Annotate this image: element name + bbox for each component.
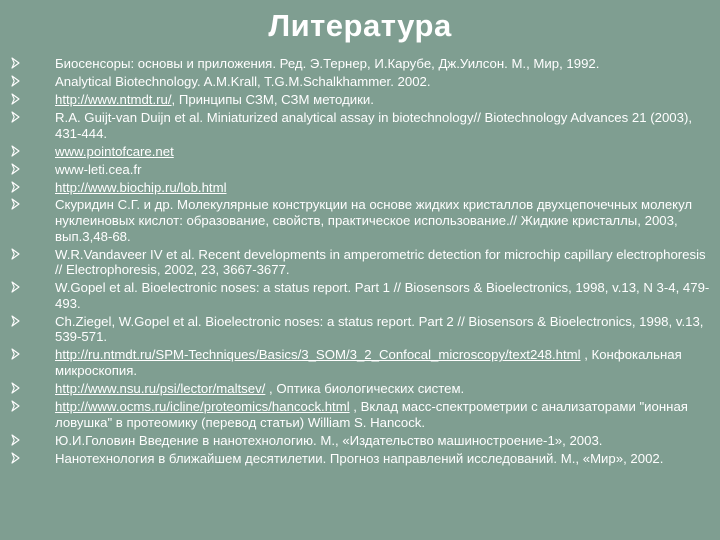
arrow-bullet-icon [11, 75, 20, 87]
reference-item [0, 144, 720, 160]
reference-item [0, 247, 720, 278]
reference-item [0, 74, 720, 90]
reference-item [0, 56, 720, 72]
arrow-bullet-icon [11, 198, 20, 210]
reference-item [0, 110, 720, 141]
reference-item [0, 381, 720, 397]
reference-text: , Конфокальная микроскопия. [55, 347, 682, 378]
reference-link[interactable]: http://www.nsu.ru/psi/lector/maltsev/ [55, 380, 266, 396]
reference-link[interactable]: http://ru.ntmdt.ru/SPM-Techniques/Basics/3_SOM/3_2_Confocal_microscopy/text248.html [55, 347, 581, 363]
reference-text: , Принципы СЗМ, СЗМ методики. [171, 91, 374, 107]
arrow-bullet-icon [11, 452, 20, 464]
reference-text: W.R.Vandaveer IV et al. Recent developments in amperometric detection for microchip capillary electrophoresis // Electrophoresis, 2002, 23, 3667-3677. [55, 246, 706, 278]
reference-item [0, 347, 720, 378]
arrow-bullet-icon [11, 348, 20, 360]
reference-text: Analytical Biotechnology. A.M.Krall, T.G.M.Schalkhammer. 2002. [55, 73, 431, 89]
arrow-bullet-icon [11, 57, 20, 69]
reference-item [0, 314, 720, 345]
reference-text: R.A. Guijt-van Duijn et al. Miniaturized analytical assay in biotechnology// Biotechnology Advances 21 (2003), 431-444. [55, 109, 693, 141]
reference-text: www-leti.cea.fr [55, 161, 142, 177]
reference-link[interactable]: http://www.biochip.ru/lob.html [55, 179, 227, 195]
reference-text: Биосенсоры: основы и приложения. Ред. Э.Тернер, И.Карубе, Дж.Уилсон. М., Мир, 1992. [55, 56, 600, 71]
slide-title: Литература [268, 8, 452, 43]
reference-item [0, 451, 720, 467]
arrow-bullet-icon [11, 181, 20, 193]
reference-text: Ю.И.Головин Введение в нанотехнологию. М., «Издательство машиностроение-1», 2003. [55, 432, 603, 448]
reference-link[interactable]: http://www.ntmdt.ru/ [55, 91, 172, 107]
arrow-bullet-icon [11, 145, 20, 157]
arrow-bullet-icon [11, 248, 20, 260]
arrow-bullet-icon [11, 382, 20, 394]
reference-item [0, 433, 720, 449]
arrow-bullet-icon [11, 93, 20, 105]
reference-item [0, 180, 720, 196]
arrow-bullet-icon [11, 400, 20, 412]
reference-text: Ch.Ziegel, W.Gopel et al. Bioelectronic noses: a status report. Part 2 // Biosensors & Bioelectronics, 1998, v.13, 539-571. [55, 313, 704, 345]
arrow-bullet-icon [11, 315, 20, 327]
reference-link[interactable]: http://www.ocms.ru/icline/proteomics/hancock.html [55, 398, 350, 414]
arrow-bullet-icon [11, 434, 20, 446]
reference-text: , Вклад масс-спектрометрии с анализаторами "ионная ловушка" в протеомику (перевод статьи) William S. Hancock. [55, 398, 688, 430]
arrow-bullet-icon [11, 281, 20, 293]
reference-item [0, 280, 720, 311]
arrow-bullet-icon [11, 111, 20, 123]
reference-item [0, 399, 720, 430]
reference-link[interactable]: www.pointofcare.net [55, 143, 174, 159]
reference-text: W.Gopel et al. Bioelectronic noses: a status report. Part 1 // Biosensors & Bioelectronics, 1998, v.13, N 3-4, 479-493. [55, 280, 710, 311]
reference-list [0, 56, 720, 469]
reference-text: Скуридин С.Г. и др. Молекулярные конструкции на основе жидких кристаллов двухцепочечных молекул нуклеиновых кислот: образование, свойств, практическое использование.// Жидкие кристаллы, 2003, вып.3,48-68. [55, 197, 693, 244]
reference-item [0, 92, 720, 108]
reference-text: Нанотехнология в ближайшем десятилетии. Прогноз направлений исследований. М., «Мир», 2002. [55, 450, 664, 466]
reference-text: , Оптика биологических систем. [265, 380, 465, 396]
arrow-bullet-icon [11, 163, 20, 175]
reference-item [0, 162, 720, 178]
reference-item [0, 197, 720, 244]
